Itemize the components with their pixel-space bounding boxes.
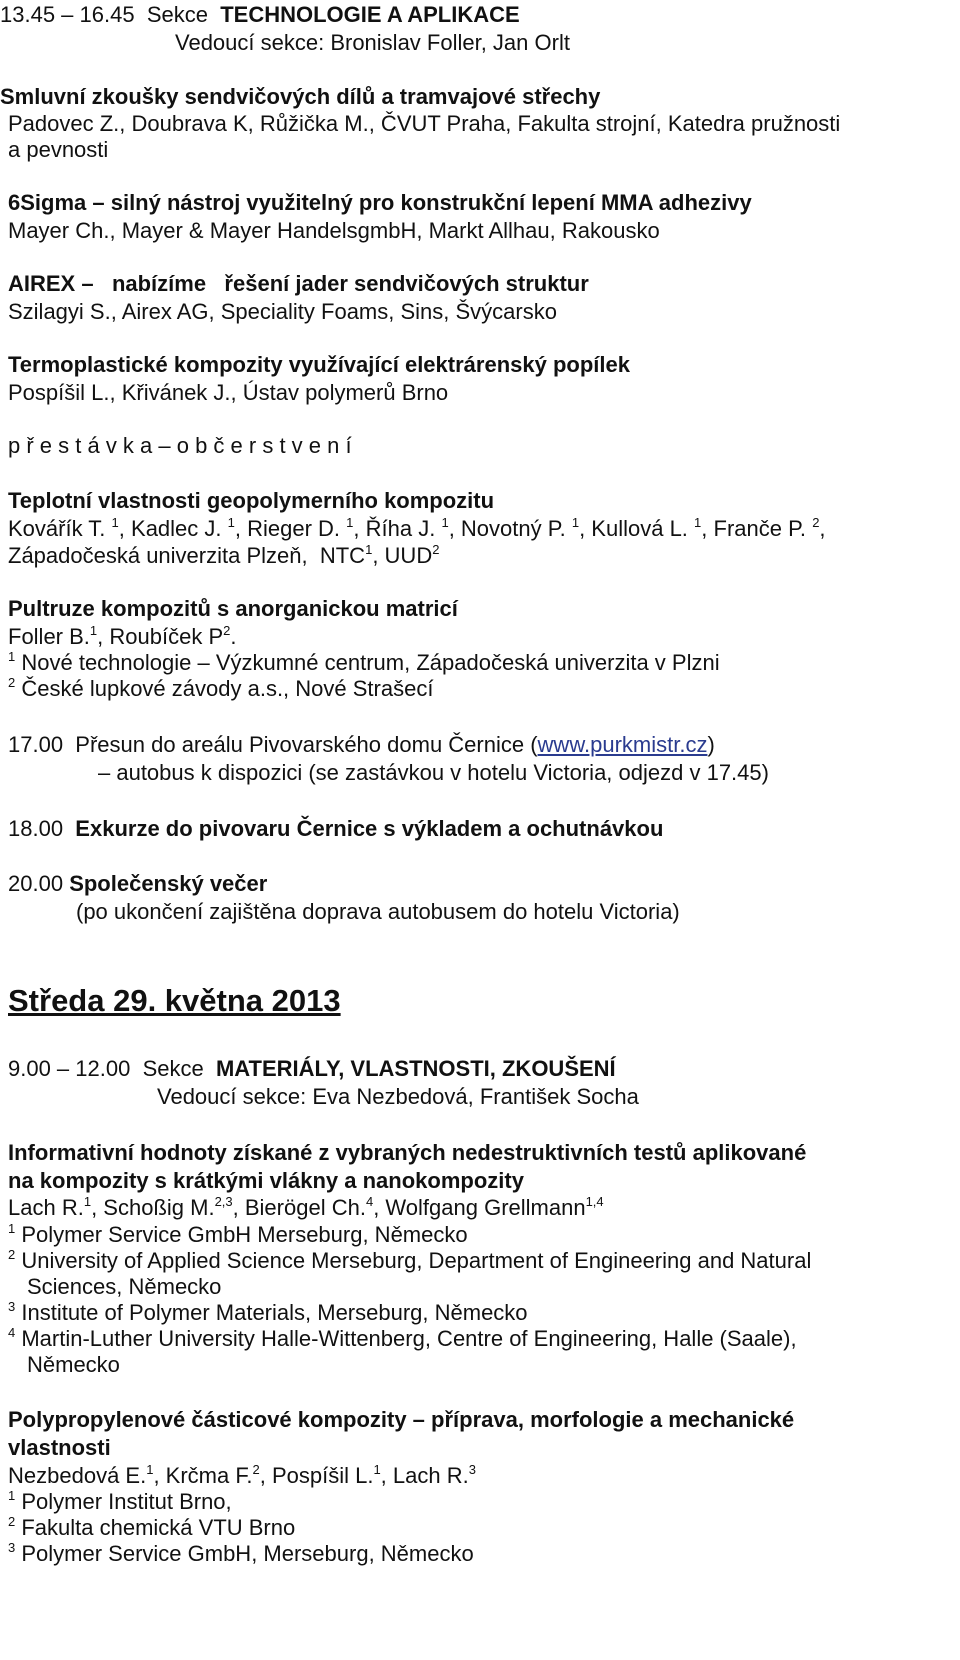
section-name: TECHNOLOGIE A APLIKACE (220, 2, 520, 27)
talk-affiliation-cont: Sciences, Německo (27, 1274, 222, 1299)
talk-affiliation: $^2$ České lupkové závody a.s., Nové Strašecí (8, 675, 434, 701)
talk-authors: Szilagyi S., Airex AG, Speciality Foams, Sins, Švýcarsko (8, 299, 557, 324)
event-evening-note: (po ukončení zajištěna doprava autobusem do hotelu Victoria) (76, 899, 680, 924)
talk-affiliation-cont: Německo (27, 1352, 120, 1377)
talk-authors: Lach R.$^1$, Schoßig M.$^{2,3}$, Bierögel Ch.$^4$, Wolfgang Grellmann$^{1,4}$ (8, 1194, 604, 1220)
section-header (0, 4, 520, 26)
event-excursion: 18.00 Exkurze do pivovaru Černice s výkladem a ochutnávkou (8, 816, 664, 841)
talk-title: Pultruze kompozitů s anorganickou matricí (8, 596, 458, 621)
section-chairs: Vedoucí sekce: Bronislav Foller, Jan Orlt (175, 30, 570, 55)
talk-title: na kompozity s krátkými vlákny a nanokompozity (8, 1168, 524, 1193)
talk-authors: Pospíšil L., Křivánek J., Ústav polymerů Brno (8, 380, 449, 405)
talk-affiliation: $^1$ Nové technologie – Výzkumné centrum, Západočeská univerzita v Plzni (8, 649, 720, 675)
talk-title: vlastnosti (8, 1435, 111, 1460)
talk-affiliations: Západočeská univerzita Plzeň, NTC$^1$, UUD$^2$ (8, 542, 440, 568)
talk-affiliation: $^2$ University of Applied Science Merseburg, Department of Engineering and Natural (8, 1247, 812, 1273)
event-transfer-note: – autobus k dispozici (se zastávkou v hotelu Victoria, odjezd v 17.45) (98, 760, 769, 785)
talk-affiliation: $^4$ Martin-Luther University Halle-Wittenberg, Centre of Engineering, Halle (Saale), (8, 1325, 797, 1351)
break-label: p ř e s t á v k a – o b č e r s t v e n í (8, 433, 352, 458)
purkmistr-link[interactable]: www.purkmistr.cz (537, 732, 708, 757)
day-heading: Středa 29. května 2013 (8, 983, 341, 1018)
event-transfer: 17.00 Přesun do areálu Pivovarského domu Černice (www.purkmistr.cz) (8, 732, 715, 757)
talk-affiliation: $^2$ Fakulta chemická VTU Brno (8, 1514, 296, 1540)
talk-affiliation: $^3$ Polymer Service GmbH, Merseburg, Německo (8, 1540, 474, 1566)
talk-title: 6Sigma – silný nástroj využitelný pro konstrukční lepení MMA adhezivy (8, 190, 752, 215)
talk-authors: Nezbedová E.$^1$, Krčma F.$^2$, Pospíšil L.$^1$, Lach R.$^3$ (8, 1462, 476, 1488)
talk-title: Polypropylenové částicové kompozity – příprava, morfologie a mechanické (8, 1407, 795, 1432)
talk-title: Smluvní zkoušky sendvičových dílů a tramvajové střechy (0, 84, 601, 109)
talk-authors: a pevnosti (8, 137, 109, 162)
talk-authors: Mayer Ch., Mayer & Mayer HandelsgmbH, Markt Allhau, Rakousko (8, 218, 660, 243)
section-header: 9.00 – 12.00 Sekce MATERIÁLY, VLASTNOSTI, ZKOUŠENÍ (8, 1056, 616, 1081)
talk-affiliation: $^3$ Institute of Polymer Materials, Merseburg, Německo (8, 1299, 528, 1325)
section-label: Sekce (146, 2, 208, 27)
talk-title: AIREX – nabízíme řešení jader sendvičových struktur (8, 271, 589, 296)
event-evening: 20.00 Společenský večer (8, 871, 268, 896)
talk-affiliation: $^1$ Polymer Service GmbH Merseburg, Německo (8, 1221, 468, 1247)
talk-title: Informativní hodnoty získané z vybraných nedestruktivních testů aplikované (8, 1140, 807, 1165)
talk-title: Teplotní vlastnosti geopolymerního kompozitu (8, 488, 495, 513)
talk-authors: Kovářík T. $^1$, Kadlec J. $^1$, Rieger D. $^1$, Říha J. $^1$, Novotný P. $^1$, Kullová L. $^1$, Franče P. $^2$, (8, 515, 826, 541)
talk-authors: Padovec Z., Doubrava K, Růžička M., ČVUT Praha, Fakulta strojní, Katedra pružnosti (8, 111, 841, 136)
talk-affiliation: $^1$ Polymer Institut Brno, (8, 1488, 232, 1514)
section-time: 13.45 – 16.45 (0, 2, 135, 27)
talk-title: Termoplastické kompozity využívající elektrárenský popílek (8, 352, 630, 377)
section-chairs: Vedoucí sekce: Eva Nezbedová, František Socha (157, 1084, 639, 1109)
talk-authors: Foller B.$^1$, Roubíček $P^2$. (8, 623, 237, 649)
